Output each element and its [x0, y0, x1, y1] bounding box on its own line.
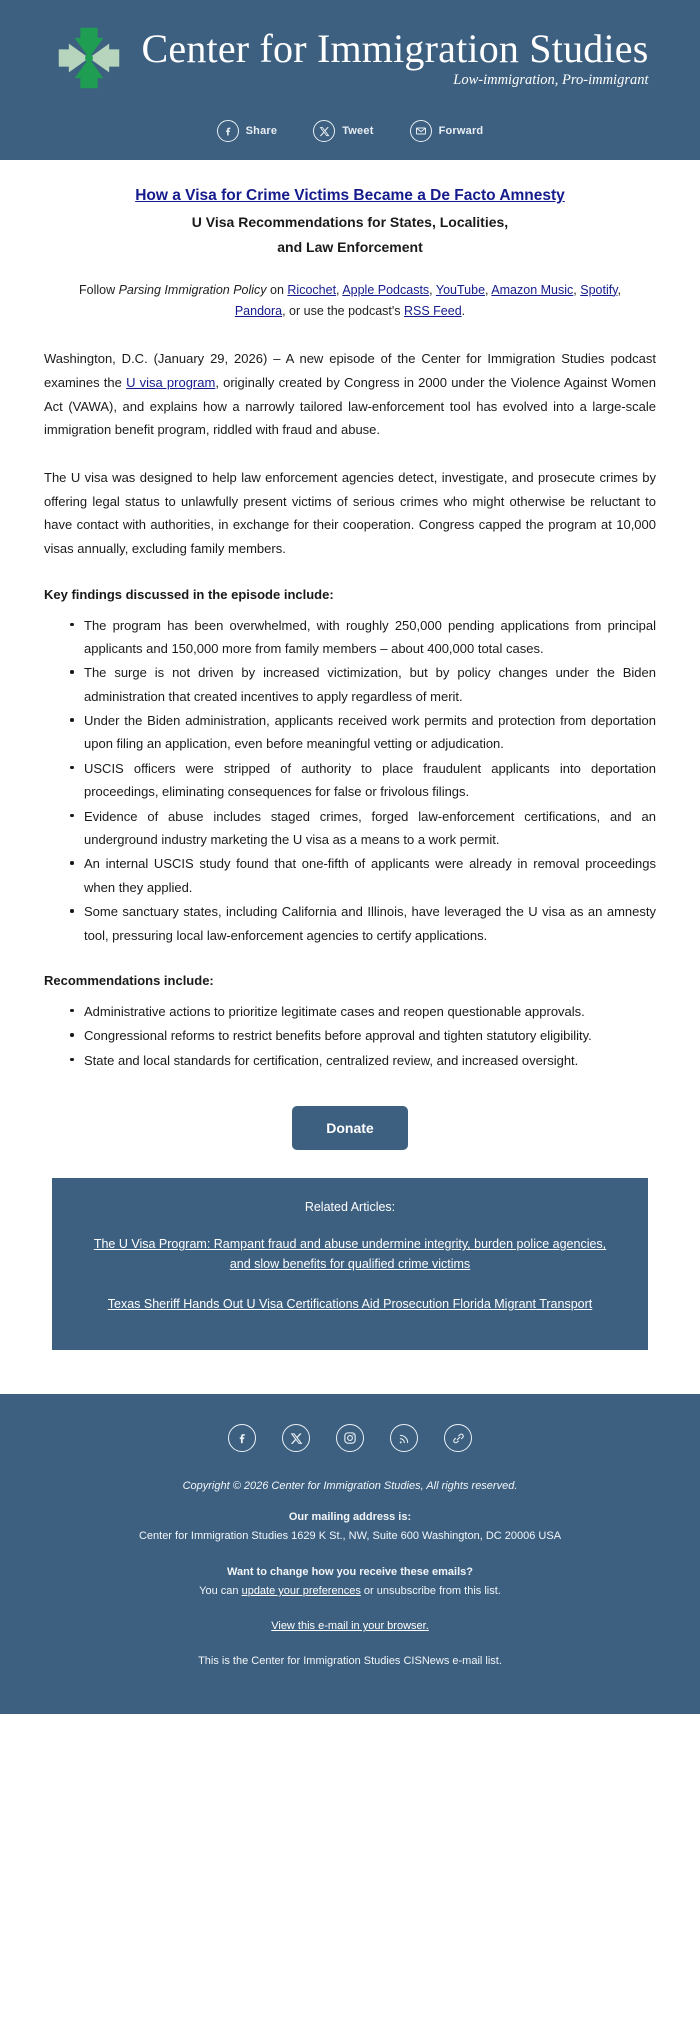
- spacer: [40, 1547, 660, 1563]
- list-item: Evidence of abuse includes staged crimes, forged law-enforcement certifications, and an underground industry marketing the U visa as a means to a work permit.: [70, 805, 656, 852]
- follow-prefix: Follow: [78, 282, 119, 297]
- key-findings-list: [44, 614, 656, 947]
- link-ricochet[interactable]: Ricochet: [287, 282, 337, 297]
- podcast-name: Parsing Immigration Policy: [118, 282, 267, 297]
- link-icon[interactable]: [444, 1424, 472, 1452]
- list-item: The surge is not driven by increased victimization, but by policy changes under the Biden administration that created incentives to apply regardless of merit.: [70, 661, 656, 708]
- related-article-link-1[interactable]: The U Visa Program: Rampant fraud and abuse undermine integrity, burden police agencies, and slow benefits for qualified crime victims: [93, 1237, 607, 1272]
- x-twitter-icon: [313, 120, 335, 142]
- footer-prefs-line: [40, 1582, 660, 1601]
- list-item: Congressional reforms to restrict benefits before approval and tighten statutory eligibility.: [70, 1024, 656, 1047]
- footer-prefs-question: Want to change how you receive these emails?: [227, 1565, 473, 1578]
- follow-on: on: [266, 282, 288, 297]
- share-forward-label: Forward: [438, 125, 484, 137]
- paragraph-2: The U visa was designed to help law enforcement agencies detect, investigate, and prosecute crimes by offering legal status to unlawfully present victims of serious crimes who might otherwise be reluctant to have contact with authorities, in exchange for their cooperation. Congress capped the program at 10,000 visas annually, excluding family members.: [44, 469, 656, 556]
- paragraph-1-before: Washington, D.C. (January 29, 2026) – A new episode of the Center for Immigration Studies podcast examines the: [44, 351, 656, 390]
- brand-tagline: Low-immigration, Pro-immigrant: [453, 71, 649, 88]
- share-twitter-label: Tweet: [342, 125, 374, 137]
- email-footer: [0, 1394, 700, 1714]
- list-item: Administrative actions to prioritize legitimate cases and reopen questionable approvals.: [70, 1000, 656, 1023]
- article-headline-link[interactable]: How a Visa for Crime Victims Became a De Facto Amnesty: [135, 187, 565, 204]
- link-u-visa-program[interactable]: U visa program: [126, 374, 216, 390]
- brand-name: Center for Immigration Studies: [141, 25, 649, 71]
- article-subhead-line2: and Law Enforcement: [277, 239, 423, 256]
- instagram-icon[interactable]: [336, 1424, 364, 1452]
- footer-prefs-suffix: or unsubscribe from this list.: [360, 1584, 501, 1597]
- link-apple-podcasts[interactable]: Apple Podcasts: [342, 282, 430, 297]
- paragraph-1: [44, 347, 656, 442]
- envelope-icon: [410, 120, 432, 142]
- footer-prefs-prefix: You can: [199, 1584, 242, 1597]
- list-item: State and local standards for certification, centralized review, and increased oversight.: [70, 1049, 656, 1072]
- donate-button[interactable]: Donate: [292, 1106, 407, 1150]
- footer-social-row: [40, 1424, 660, 1452]
- recommendations-list: [44, 1000, 656, 1072]
- podcast-follow-line: Follow Parsing Immigration Policy on Ricochet, Apple Podcasts, YouTube, Amazon Music, Spotify, Pandora, or use the podcast's RSS Feed.: [78, 282, 622, 319]
- follow-middle: , or use the podcast's: [282, 304, 404, 319]
- rss-icon[interactable]: [390, 1424, 418, 1452]
- follow-suffix: .: [461, 304, 466, 319]
- brand-text: [141, 25, 649, 89]
- share-forward-button[interactable]: [410, 120, 484, 142]
- share-facebook-label: Share: [245, 125, 278, 137]
- facebook-icon[interactable]: [228, 1424, 256, 1452]
- email-header: [0, 0, 700, 160]
- related-article-link-2[interactable]: Texas Sheriff Hands Out U Visa Certifications Aid Prosecution Florida Migrant Transport: [107, 1297, 593, 1312]
- footer-list-note: This is the Center for Immigration Studies CISNews e-mail list.: [198, 1655, 502, 1668]
- share-facebook-button[interactable]: [217, 120, 278, 142]
- related-articles-title: Related Articles:: [304, 1200, 396, 1215]
- key-findings-heading: Key findings discussed in the episode include:: [44, 586, 334, 602]
- footer-mailing-address: Center for Immigration Studies 1629 K St., NW, Suite 600 Washington, DC 20006 USA: [138, 1530, 562, 1543]
- list-item: An internal USCIS study found that one-fifth of applicants were already in removal proceedings when they applied.: [70, 852, 656, 899]
- spacer: [40, 1636, 660, 1652]
- link-pandora[interactable]: Pandora: [234, 304, 283, 319]
- list-item: Some sanctuary states, including California and Illinois, have leveraged the U visa as an amnesty tool, pressuring local law-enforcement agencies to certify applications.: [70, 900, 656, 947]
- link-spotify[interactable]: Spotify: [580, 282, 618, 297]
- email-body: [0, 160, 700, 1360]
- recommendations-heading: Recommendations include:: [44, 972, 214, 988]
- list-item: USCIS officers were stripped of authority to place fraudulent applicants into deportation proceedings, eliminating consequences for false or frivolous filings.: [70, 757, 656, 804]
- footer-browser-line: [40, 1617, 660, 1636]
- share-twitter-button[interactable]: [313, 120, 373, 142]
- article-subhead-line1: U Visa Recommendations for States, Localities,: [191, 213, 509, 230]
- list-item: The program has been overwhelmed, with roughly 250,000 pending applications from principal applicants and 150,000 more from family members – about 400,000 total cases.: [70, 614, 656, 661]
- brand-row: [0, 22, 700, 94]
- related-articles-box: [52, 1178, 648, 1350]
- footer-mailing-label: Our mailing address is:: [288, 1511, 412, 1524]
- link-amazon-music[interactable]: Amazon Music: [491, 282, 574, 297]
- spacer: [40, 1492, 660, 1508]
- spacer: [40, 1601, 660, 1617]
- share-row: [0, 120, 700, 142]
- footer-copyright: Copyright © 2026 Center for Immigration Studies, All rights reserved.: [182, 1480, 518, 1493]
- link-rss-feed[interactable]: RSS Feed: [404, 304, 462, 319]
- update-preferences-link[interactable]: update your preferences: [241, 1584, 361, 1597]
- cis-logo-icon: [51, 22, 127, 94]
- list-item: Under the Biden administration, applicants received work permits and protection from deportation upon filing an application, even before meaningful vetting or adjudication.: [70, 709, 656, 756]
- donate-section: [44, 1106, 656, 1150]
- x-twitter-icon[interactable]: [282, 1424, 310, 1452]
- view-in-browser-link[interactable]: View this e-mail in your browser.: [271, 1620, 429, 1633]
- paragraph-1-after: , originally created by Congress in 2000 under the Violence Against Women Act (VAWA), and explains how a narrowly tailored law-enforcement tool has evolved into a large-scale immigration benefit program, riddled with fraud and abuse.: [44, 374, 657, 438]
- facebook-icon: [217, 120, 239, 142]
- link-youtube[interactable]: YouTube: [435, 282, 486, 297]
